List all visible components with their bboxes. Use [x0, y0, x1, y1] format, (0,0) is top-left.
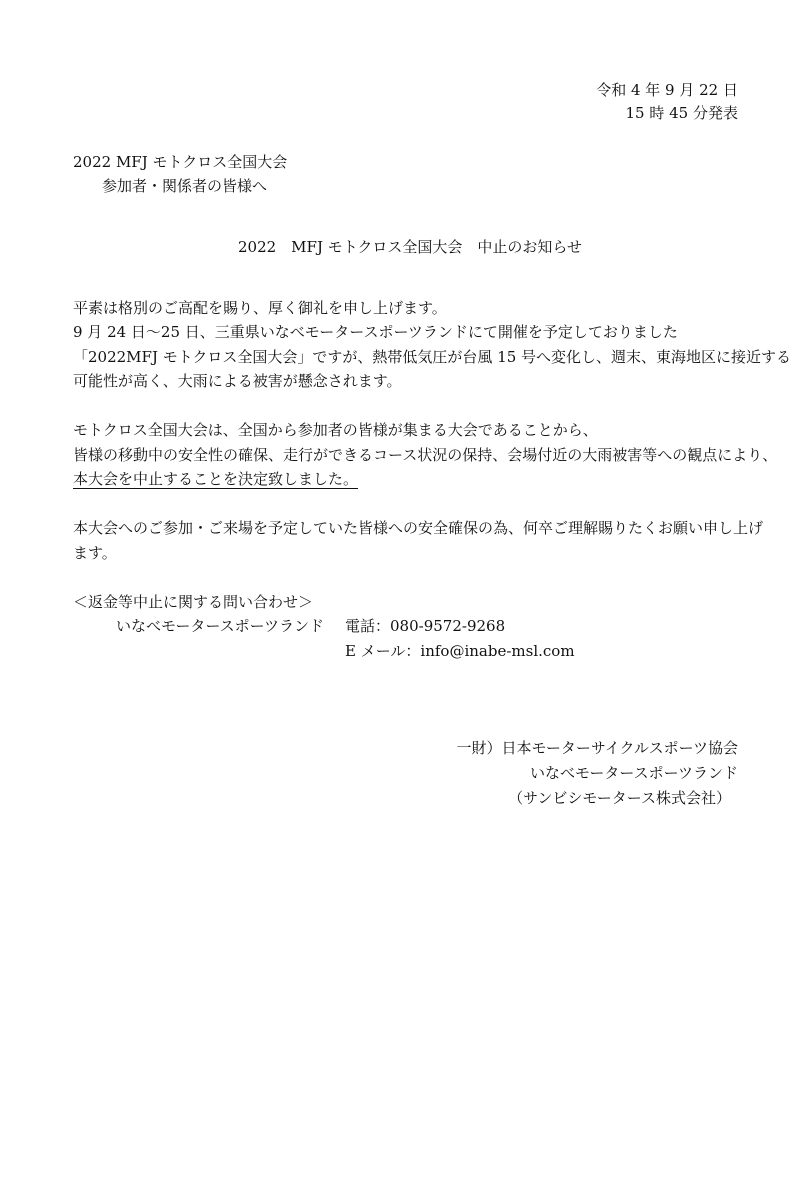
body-text-line: モトクロス全国大会は、全国から参加者の皆様が集まる大会であることから、: [73, 421, 598, 439]
contact-heading: ＜返金等中止に関する問い合わせ＞: [73, 593, 314, 611]
issue-date: 令和 4 年 9 月 22 日: [596, 81, 738, 99]
body-text-line: 可能性が高く、大雨による被害が懸念されます。: [73, 372, 402, 390]
body-text-line: 本大会へのご参加・ご来場を予定していた皆様への安全確保の為、何卒ご理解賜りたくお願い申し上げ: [73, 519, 764, 537]
issue-time: 15 時 45 分発表: [625, 104, 738, 122]
body-text-line: 「2022MFJ モトクロス全国大会」ですが、熱帯低気圧が台風 15 号へ変化し、週末、東海地区に接近する: [73, 348, 792, 366]
contact-name: いなべモータースポーツランド: [116, 617, 325, 635]
body-text-line: 皆様の移動中の安全性の確保、走行ができるコース状況の保持、会場付近の大雨被害等への観点により、: [73, 446, 778, 464]
addressee-recipients: 参加者・関係者の皆様へ: [102, 177, 268, 195]
body-text-line: 平素は格別のご高配を賜り、厚く御礼を申し上げます。: [73, 299, 447, 317]
signature-company: （サンビシモータース株式会社）: [508, 789, 731, 807]
signature-org: 一財）日本モーターサイクルスポーツ協会: [456, 739, 738, 757]
body-text-line: 9 月 24 日〜25 日、三重県いなべモータースポーツランドにて開催を予定しておりました: [73, 323, 678, 341]
notice-title: 2022 MFJ モトクロス全国大会 中止のお知らせ: [238, 238, 582, 256]
contact-email: E メール：info@inabe-msl.com: [345, 642, 575, 660]
cancellation-decision: 本大会を中止することを決定致しました。: [73, 470, 359, 488]
body-text-line: ます。: [73, 544, 117, 562]
contact-phone: 電話：080-9572-9268: [345, 617, 506, 635]
addressee-event: 2022 MFJ モトクロス全国大会: [73, 153, 288, 171]
signature-org: いなべモータースポーツランド: [529, 764, 738, 782]
